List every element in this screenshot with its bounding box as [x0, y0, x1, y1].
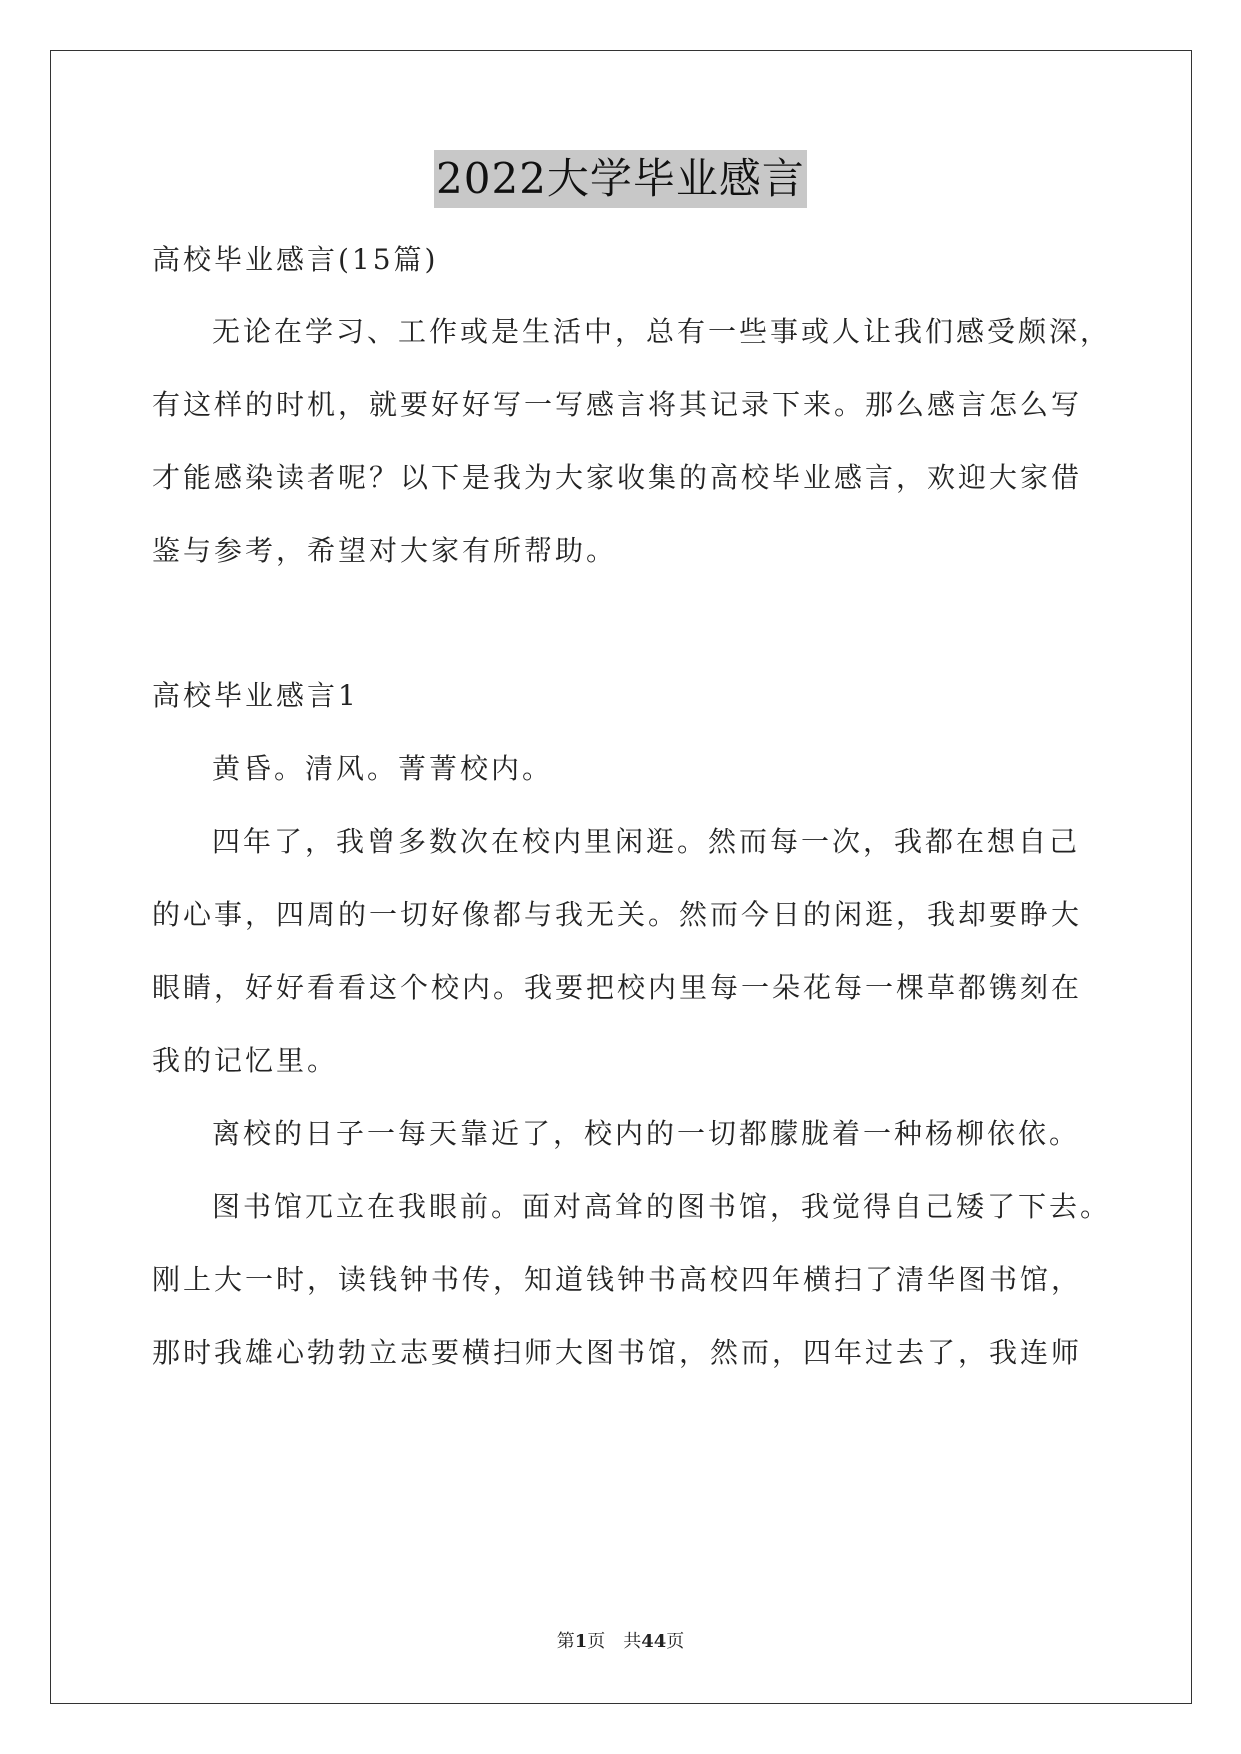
body-line: 刚上大一时，读钱钟书传，知道钱钟书高校四年横扫了清华图书馆， [152, 1263, 1083, 1296]
footer-suffix: 页 [666, 1631, 685, 1652]
body-line: 离校的日子一每天靠近了，校内的一切都朦胧着一种杨柳依依。 [212, 1117, 1081, 1150]
body-line: 我的记忆里。 [152, 1044, 339, 1077]
total-page-count: 44 [641, 1631, 667, 1652]
title-container [0, 150, 1241, 208]
footer-middle: 页 共 [587, 1631, 642, 1652]
footer-prefix: 第 [556, 1631, 575, 1652]
body-line: 四年了，我曾多数次在校内里闲逛。然而每一次，我都在想自己 [212, 825, 1081, 858]
current-page-number: 1 [574, 1631, 588, 1652]
body-line: 的心事，四周的一切好像都与我无关。然而今日的闲逛，我却要睁大 [152, 898, 1083, 931]
page-border [50, 50, 1192, 1704]
intro-line: 鉴与参考，希望对大家有所帮助。 [152, 534, 618, 567]
body-line: 那时我雄心勃勃立志要横扫师大图书馆，然而，四年过去了，我连师 [152, 1336, 1083, 1369]
document-title: 2022大学毕业感言 [434, 150, 807, 208]
intro-line: 才能感染读者呢？以下是我为大家收集的高校毕业感言，欢迎大家借 [152, 461, 1083, 494]
subtitle: 高校毕业感言(15篇) [152, 243, 439, 276]
section-heading: 高校毕业感言1 [152, 679, 359, 712]
intro-line: 有这样的时机，就要好好写一写感言将其记录下来。那么感言怎么写 [152, 388, 1083, 421]
body-line: 黄昏。清风。菁菁校内。 [212, 752, 554, 785]
body-line: 图书馆兀立在我眼前。面对高耸的图书馆，我觉得自己矮了下去。 [212, 1190, 1112, 1223]
body-line: 眼睛，好好看看这个校内。我要把校内里每一朵花每一棵草都镌刻在 [152, 971, 1083, 1004]
page-footer [0, 1630, 1241, 1654]
intro-line: 无论在学习、工作或是生活中，总有一些事或人让我们感受颇深， [212, 315, 1112, 348]
